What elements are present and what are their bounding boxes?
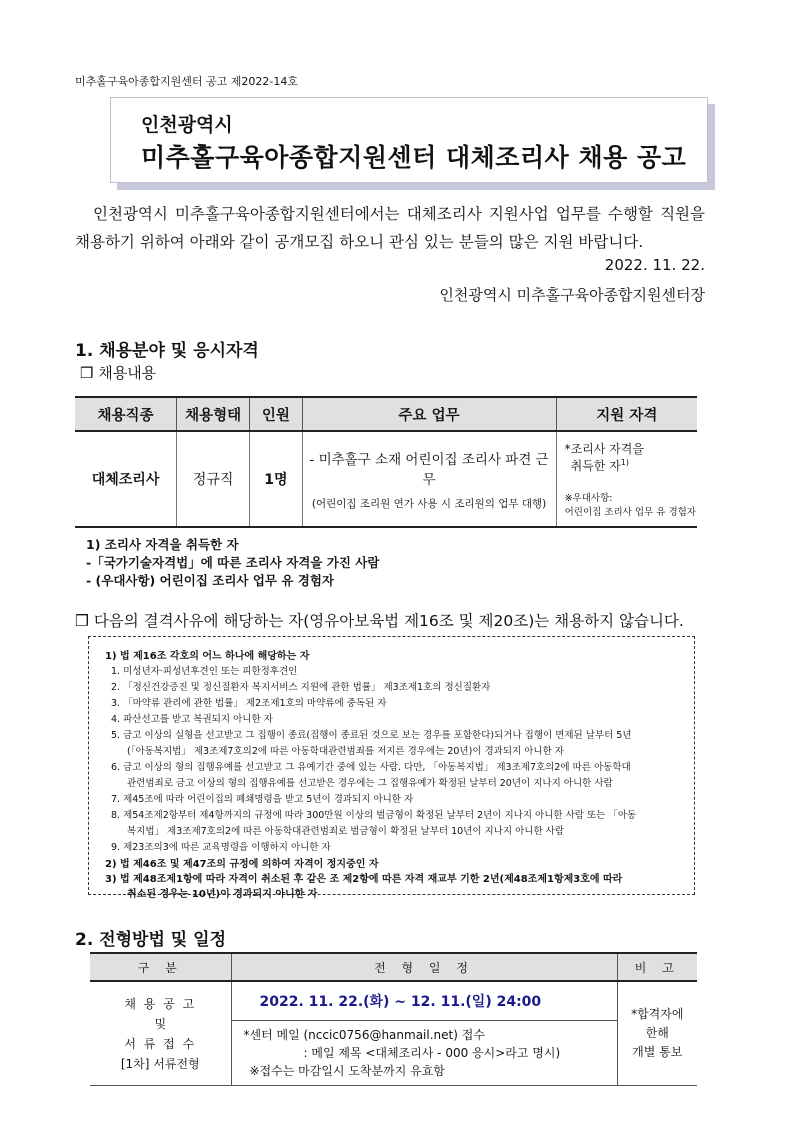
col-count: 인원: [250, 397, 302, 431]
notice-date: 2022. 11. 22.: [604, 256, 705, 274]
stage-line: 서 류 접 수: [124, 1036, 197, 1051]
col-remark: 비 고: [617, 953, 697, 981]
cell-duty: [302, 431, 556, 527]
col-duty: 주요 업무: [302, 397, 556, 431]
recruitment-table: [75, 396, 697, 528]
disq-line: 2) 법 제46조 및 제47조의 규정에 의하여 자격이 정지중인 자: [105, 859, 379, 870]
disq-line: 8. 제54조제2항부터 제4항까지의 규정에 따라 300만원 이상의 벌금형이 확정된 날부터 2년이 지나지 아니한 사람 또는 「아동: [111, 810, 637, 821]
cell-job: 대체조리사: [75, 431, 177, 527]
qual-line2-wrap: [565, 457, 696, 474]
page-title: 미추홀구육아종합지원센터 대체조리사 채용 공고: [141, 143, 687, 172]
disq-line: 6. 금고 이상의 형의 집행유예를 선고받고 그 유예기간 중에 있는 사람. 다만, 「아동복지법」 제3조제7호의2에 따른 아동학대: [111, 762, 631, 773]
disq-line: 3. 「마약류 관리에 관한 법률」 제2조제1호의 마약류에 중독된 자: [111, 698, 387, 709]
stage-line: 채 용 공 고: [124, 996, 197, 1011]
title-city: 인천광역시: [141, 114, 233, 136]
cell-remark: [617, 981, 697, 1086]
duty-main: - 미추홀구 소재 어린이집 조리사 파견 근무: [309, 451, 549, 488]
table-header-row: [90, 953, 697, 981]
disq-line: 5. 금고 이상의 실형을 선고받고 그 집행이 종료(집행이 종료된 것으로 보는 경우를 포함한다)되거나 집행이 면제된 날부터 5년: [111, 730, 632, 741]
cell-type: 정규직: [177, 431, 250, 527]
qual-line2: 취득한 자: [570, 459, 621, 473]
col-stage: 구 분: [90, 953, 231, 981]
stage-line: 및: [154, 1016, 167, 1031]
col-schedule: 전 형 일 정: [231, 953, 617, 981]
qualification-notes: [86, 536, 379, 590]
stage-line: [1차] 서류전형: [120, 1056, 200, 1071]
issuing-org: 인천광역시 미추홀구육아종합지원센터장: [439, 286, 705, 304]
remark-line: *합격자에: [631, 1007, 684, 1021]
cell-qual: [556, 431, 697, 527]
disq-line: 7. 제45조에 따라 어린이집의 폐쇄명령을 받고 5년이 경과되지 아니한 자: [111, 794, 414, 805]
notice-number: 미추홀구육아종합지원센터 공고 제2022-14호: [75, 75, 298, 88]
note-line: - (우대사항) 어린이집 조리사 업무 유 경험자: [86, 573, 335, 588]
section1-heading: 1. 채용분야 및 응시자격: [75, 341, 259, 361]
qual-footnote: 1): [620, 458, 629, 467]
disq-line: 취소된 경우는 10년)이 경과되지 아니한 자: [127, 889, 318, 900]
duty-sub: (어린이집 조리원 연가 사용 시 조리원의 업무 대행): [311, 497, 547, 510]
remark-line: 한해: [645, 1026, 669, 1040]
cell-stage: [90, 981, 231, 1086]
note-line: 1) 조리사 자격을 취득한 자: [86, 537, 239, 552]
col-qual: 지원 자격: [556, 397, 697, 431]
col-job: 채용직종: [75, 397, 177, 431]
disq-line: 복지법」 제3조제7호의2에 따른 아동학대관련범죄로 벌금형이 확정된 날부터 10년이 지나지 아니한 사람: [127, 826, 565, 837]
pref-text: 어린이집 조리사 업무 유 경험자: [564, 507, 696, 518]
detail-line: ※접수는 마감일시 도착분까지 유효함: [249, 1064, 445, 1078]
title-box: [110, 97, 708, 183]
cell-count: 1명: [250, 431, 302, 527]
disq-line: 1. 미성년자·피성년후견인 또는 피한정후견인: [111, 666, 298, 677]
table-row: [75, 431, 697, 527]
disq-line: 2. 「정신건강증진 및 정신질환자 복지서비스 지원에 관한 법률」 제3조제1호의 정신질환자: [111, 682, 491, 693]
qual-line1: *조리사 자격을: [564, 442, 644, 456]
table-row: [90, 981, 697, 1021]
disq-line: 3) 법 제48조제1항에 따라 자격이 취소된 후 같은 조 제2항에 따른 자격 재교부 기한 2년(제48조제1항제3호에 따라: [105, 874, 623, 885]
intro-paragraph: [75, 200, 705, 256]
detail-line: *센터 메일 (nccic0756@hanmail.net) 접수: [243, 1028, 485, 1042]
disq-line: 1) 법 제16조 각호의 어느 하나에 해당하는 자: [105, 651, 310, 662]
disqualify-box: [88, 636, 695, 900]
disq-line: 관련범죄로 금고 이상의 형의 집행유예를 선고받은 경우에는 그 집행유예가 확정된 날부터 20년이 지나지 아니한 사람: [127, 778, 613, 789]
intro-text: 인천광역시 미추홀구육아종합지원센터에서는 대체조리사 지원사업 업무를 수행할 직원을 채용하기 위하여 아래와 같이 공개모집 하오니 관심 있는 분들의 많은 지원 바랍니다.: [75, 205, 705, 251]
section1-sub: ❒ 채용내용: [80, 364, 157, 382]
detail-line: : 메일 제목 <대체조리사 - 000 응시>라고 명시): [303, 1046, 561, 1060]
disq-line: 9. 제23조의3에 따른 교육명령을 이행하지 아니한 자: [111, 842, 331, 853]
remark-line: 개별 통보: [632, 1045, 683, 1059]
disqualify-intro: ❒ 다음의 결격사유에 해당하는 자(영유아보육법 제16조 및 제20조)는 채용하지 않습니다.: [75, 612, 684, 630]
section2-heading: 2. 전형방법 및 일정: [75, 930, 226, 950]
cell-detail: [231, 1021, 617, 1086]
note-line: -「국가기술자격법」에 따른 조리사 자격을 가진 사람: [86, 555, 380, 570]
table-header-row: [75, 397, 697, 431]
disq-line: (「아동복지법」 제3조제7호의2에 따른 아동학대관련범죄를 저지른 경우에는 20년)이 경과되지 아니한 자: [127, 746, 564, 757]
disq-line: 4. 파산선고를 받고 복권되지 아니한 자: [111, 714, 273, 725]
col-type: 채용형태: [177, 397, 250, 431]
pref-label: ※우대사항:: [564, 493, 613, 504]
cell-period: 2022. 11. 22.(화) ~ 12. 11.(일) 24:00: [231, 981, 617, 1021]
schedule-table: [90, 952, 697, 1086]
